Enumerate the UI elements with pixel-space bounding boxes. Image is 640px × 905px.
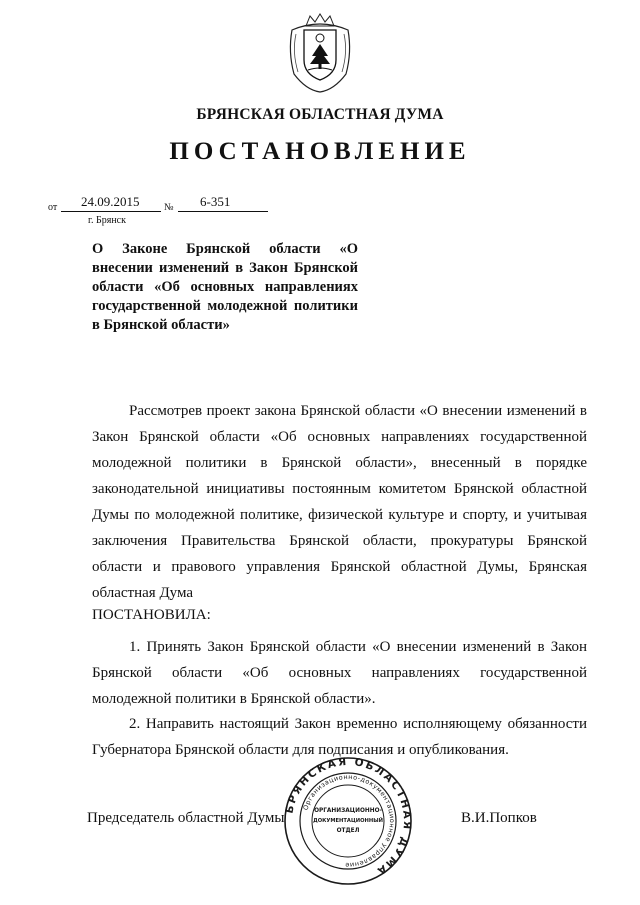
date-underline bbox=[61, 211, 161, 212]
resolution-item-1: 1. Принять Закон Брянской области «О внесении изменений в Закон Брянской области «Об основных направлениях государственной молодежной политики в Брянской области». bbox=[92, 639, 587, 707]
stamp-center-line-3: ОТДЕЛ bbox=[336, 828, 360, 834]
document-type-title: ПОСТАНОВЛЕНИЕ bbox=[169, 138, 471, 165]
stamp-center-line-1: ОРГАНИЗАЦИОННО- bbox=[314, 808, 382, 814]
signatory-name: В.И.Попков bbox=[461, 810, 537, 826]
date-number-row bbox=[48, 194, 288, 216]
stamp-outer-text: БРЯНСКАЯ ОБЛАСТНАЯ ДУМА bbox=[284, 757, 412, 878]
coat-of-arms-emblem bbox=[286, 12, 354, 94]
resolution-item-2: 2. Направить настоящий Закон временно исполняющему обязанности Губернатора Брянской области для подписания и опубликования. bbox=[92, 716, 587, 758]
document-date: 24.09.2015 bbox=[81, 194, 140, 209]
signatory-position: Председатель областной Думы bbox=[87, 810, 285, 826]
official-seal-stamp bbox=[284, 757, 412, 885]
stamp-center-line-2: ДОКУМЕНТАЦИОННЫЙ bbox=[313, 818, 383, 824]
number-underline bbox=[178, 211, 268, 212]
preamble-paragraph: Рассмотрев проект закона Брянской области «О внесении изменений в Закон Брянской области «Об основных направлениях государственной молодежной политики в Брянской области», внесенный в порядке законодательной инициативы постоянным комитетом Брянской областной Думы по молодежной политике, физической культуре и спорту, и учитывая заключения Правительства Брянской области, прокуратуры Брянской области и правового управления Брянской областной Думы, Брянская областная Дума bbox=[92, 403, 587, 601]
document-number: 6-351 bbox=[200, 194, 231, 209]
organization-title: БРЯНСКАЯ ОБЛАСТНАЯ ДУМА bbox=[196, 106, 444, 123]
city-label: г. Брянск bbox=[88, 215, 126, 226]
stamp-ring-text: Организационно-документационное управление bbox=[301, 772, 397, 870]
date-prefix-label: от bbox=[48, 202, 58, 213]
resolved-heading: ПОСТАНОВИЛА: bbox=[92, 607, 211, 623]
document-subject: О Законе Брянской области «О внесении изменений в Закон Брянской области «Об основных направлениях государственной молодежной политики в Брянской области» bbox=[92, 241, 358, 333]
number-label: № bbox=[164, 202, 174, 213]
